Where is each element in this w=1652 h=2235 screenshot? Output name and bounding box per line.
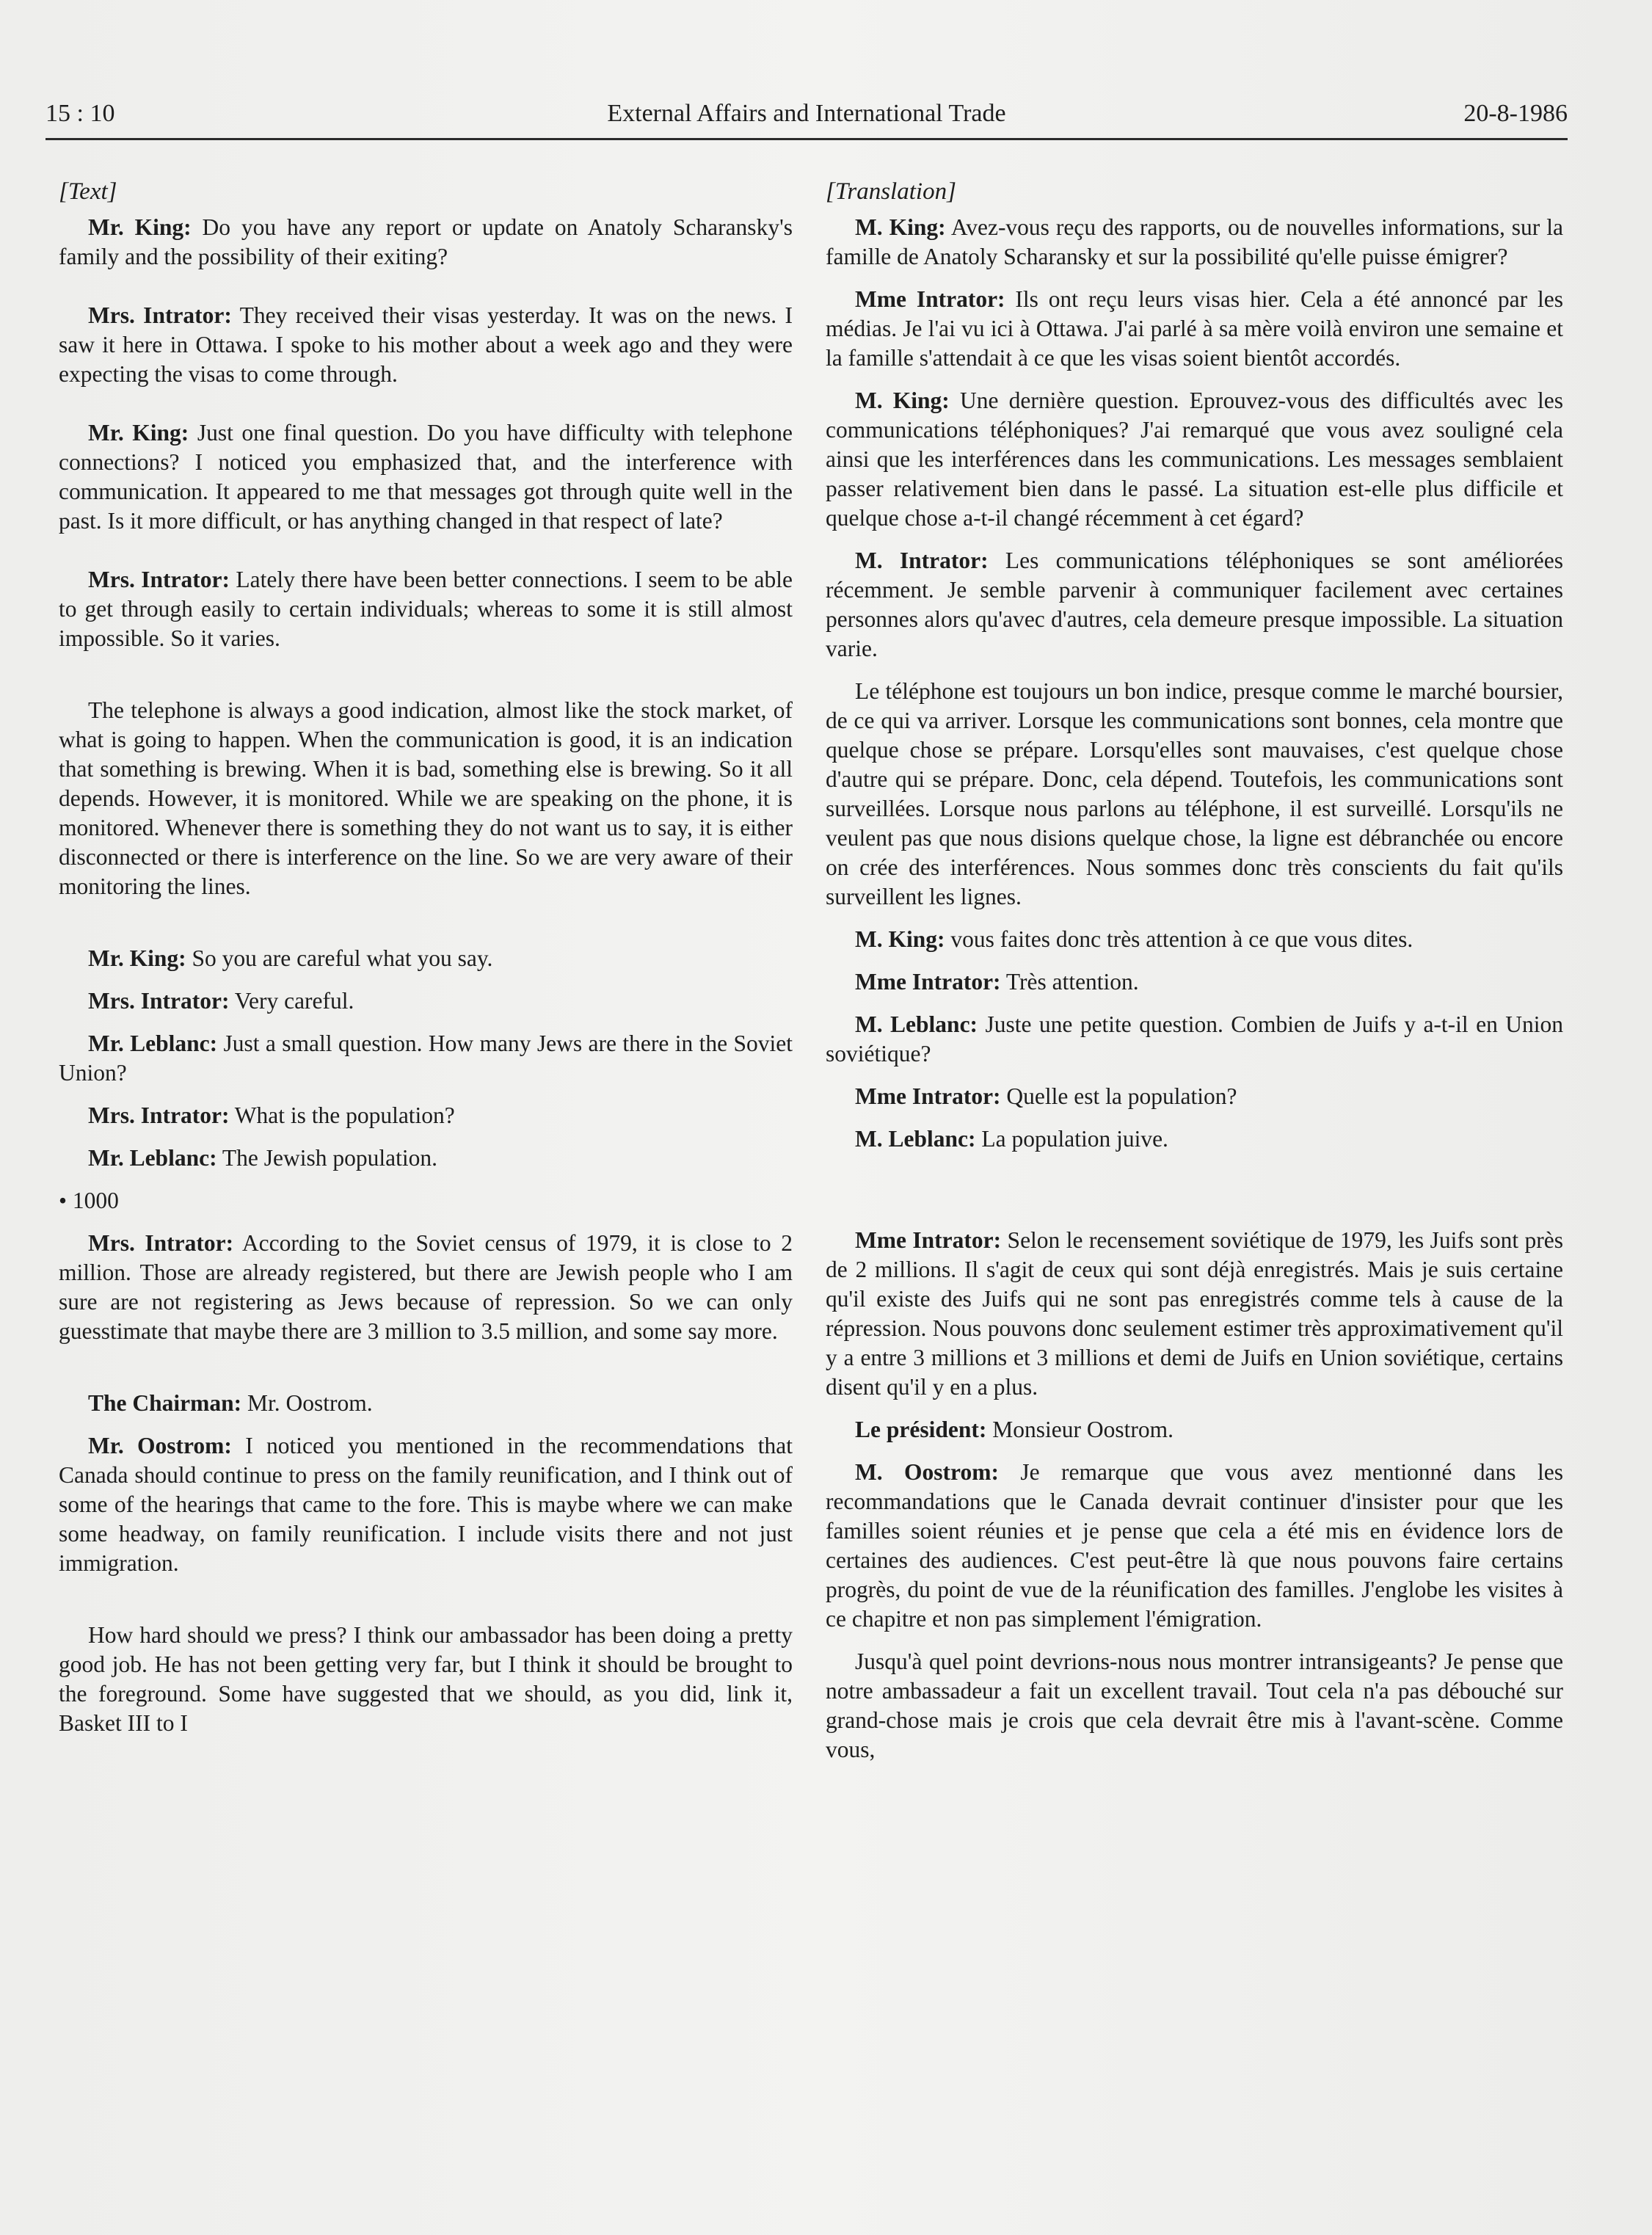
speech-text: Juste une petite question. Combien de Juifs y a-t-il en Union soviétique? xyxy=(826,1011,1564,1066)
speech-text: What is the population? xyxy=(229,1102,455,1128)
paragraph: Jusqu'à quel point devrions-nous nous montrer intransigeants? Je pense que notre ambassadeur a fait un excellent travail. Tout cela n'a pas débouché sur grand-chose mais je crois que cela devrait être mis à l'avant-scène. Comme vous, xyxy=(826,1649,1563,1762)
paragraph xyxy=(59,944,793,973)
paragraph xyxy=(59,418,793,536)
paragraph: The telephone is always a good indication, almost like the stock market, of what is going to happen. When the communication is good, it is an indication that something is brewing. When it is bad, something else is brewing. So it all depends. However, it is monitored. While we are speaking on the phone, it is monitored. Whenever there is something they do not want us to say, it is either disconnected or there is interference on the line. So we are very aware of their monitoring the lines. xyxy=(59,697,793,899)
speech-text: Ils ont reçu leurs visas hier. Cela a été annoncé par les médias. Je l'ai vu ici à Ottawa. J'ai parlé à sa mère voilà environ une semaine et la famille s'attendait à ce que les visas soient bientôt accordés. xyxy=(826,286,1563,371)
speech-text: Quelle est la population? xyxy=(1000,1083,1237,1109)
speech-text: Une dernière question. Eprouvez-vous des difficultés avec les communications téléphoniques? J'ai remarqué que vous avez souligné cela ainsi que les interférences dans les communications. Les messages semblaient passer relativement bien dans le passé. La situation est-elle plus difficile et quelque chose a-t-il changé récemment à cet égard? xyxy=(826,388,1563,531)
paragraph: Le téléphone est toujours un bon indice, presque comme le marché boursier, de ce qui va arriver. Lorsque les communications sont bonnes, cela montre que quelque chose se prépare. Lorsqu'elles sont mauvaises, c'est quelque chose d'autre qui se prépare. Donc, cela dépend. Toutefois, les communications sont surveillées. Lorsque nous parlons au téléphone, il est surveillé. Lorsqu'ils ne veulent pas que nous disions quelque chose, la ligne est débranchée ou encore on crée des interférences. Nous sommes donc très conscients du fait qu'ils surveillent les lignes. xyxy=(826,678,1563,909)
speaker-name: Mrs. Intrator: xyxy=(88,567,230,592)
speech-text: Lately there have been better connections. I seem to be able to get through easily to certain individuals; whereas to some it is still almost impossible. So it varies. xyxy=(59,567,793,651)
time-marker: • 1000 xyxy=(59,1188,119,1213)
page-header xyxy=(46,87,1568,140)
speech-text: They received their visas yesterday. It was on the news. I saw it here in Ottawa. I spoke to his mother about a week ago and they were expecting the visas to come through. xyxy=(59,302,793,387)
speech-text: Just one final question. Do you have difficulty with telephone connections? I noticed you emphasized that, and the interference with communication. It appeared to me that messages got through quite well in the past. Is it more difficult, or has anything changed in that respect of late? xyxy=(59,420,793,534)
page-folio: 15 : 10 xyxy=(46,100,115,127)
speech-text: Très attention. xyxy=(1000,969,1139,995)
speaker-name: Mr. Leblanc: xyxy=(88,1031,218,1056)
speech-text: So you are careful what you say. xyxy=(186,945,493,971)
speech-text: Les communications téléphoniques se sont améliorées récemment. Je semble parvenir à communiquer facilement avec certaines personnes alors qu'avec d'autres, cela demeure presque impossible. La situation varie. xyxy=(826,548,1564,661)
paragraph xyxy=(826,1124,1563,1154)
header-date: 20-8-1986 xyxy=(1463,100,1568,127)
speech-text: Very careful. xyxy=(229,988,354,1014)
paragraph xyxy=(826,1010,1563,1069)
text-label: [Text] xyxy=(59,178,117,205)
speaker-name: M. King: xyxy=(855,214,946,240)
speech-text: Just a small question. How many Jews are there in the Soviet Union? xyxy=(59,1031,793,1086)
paragraph xyxy=(59,1229,793,1346)
speech-text: Selon le recensement soviétique de 1979, les Juifs sont près de 2 millions. Il s'agit de ceux qui sont déjà enregistrés. Mais je suis certaine qu'il existe des Juifs qui ne sont pas enregistrés comme tels à cause de la répression. Nous pouvons donc seulement estimer très approximativement qu'il y a entre 3 millions et 3 millions et demi de Juifs en Union soviétique, certains disent qu'il y en a plus. xyxy=(826,1227,1563,1400)
paragraph xyxy=(826,1082,1563,1111)
speech-text: The Jewish population. xyxy=(216,1145,437,1171)
paragraph xyxy=(826,386,1563,533)
paragraph xyxy=(59,1144,793,1173)
speaker-name: Mme Intrator: xyxy=(855,969,1001,995)
paragraph xyxy=(826,1226,1563,1402)
paragraph xyxy=(59,1101,793,1130)
speech-text: Avez-vous reçu des rapports, ou de nouvelles informations, sur la famille de Anatoly Scharansky et sur la possibilité qu'elle puisse émigrer? xyxy=(826,214,1563,269)
speaker-name: Mrs. Intrator: xyxy=(88,988,230,1014)
speech-text: vous faites donc très attention à ce que vous dites. xyxy=(945,926,1413,952)
paragraph xyxy=(59,213,793,272)
speaker-name: Mr. King: xyxy=(88,945,186,971)
speaker-name: M. King: xyxy=(855,926,945,952)
paragraph xyxy=(59,1431,793,1578)
speaker-name: Mme Intrator: xyxy=(855,286,1005,312)
speaker-name: Le président: xyxy=(855,1417,987,1442)
paragraph xyxy=(826,925,1563,954)
speech-text: I noticed you mentioned in the recommendations that Canada should continue to press on the family reunification, and I think out of some of the hearings that came to the fore. This is maybe where we can make some headway, on family reunification. I include visits there and not just immigration. xyxy=(59,1433,793,1576)
speaker-name: Mr. King: xyxy=(88,420,189,446)
paragraph xyxy=(826,1458,1563,1634)
speech-text: Mr. Oostrom. xyxy=(241,1390,373,1416)
paragraph xyxy=(59,986,793,1016)
speaker-name: Mr. King: xyxy=(88,214,192,240)
paragraph xyxy=(59,301,793,389)
speaker-name: Mr. Oostrom: xyxy=(88,1433,232,1458)
paragraph xyxy=(826,967,1563,997)
paragraph xyxy=(826,285,1563,373)
paragraph xyxy=(826,546,1563,664)
paragraph xyxy=(826,213,1563,272)
speaker-name: Mme Intrator: xyxy=(855,1227,1002,1253)
paragraph: How hard should we press? I think our ambassador has been doing a pretty good job. He has not been getting very far, but I think it should be brought to the foreground. Some have suggested that we should, as you did, link it, Basket III to I xyxy=(59,1622,793,1736)
french-column xyxy=(826,176,1563,2162)
paragraph xyxy=(826,1415,1563,1444)
speaker-name: Mrs. Intrator: xyxy=(88,1230,234,1256)
speaker-name: Mrs. Intrator: xyxy=(88,302,232,328)
speaker-name: Mme Intrator: xyxy=(855,1083,1001,1109)
speaker-name: M. King: xyxy=(855,388,950,413)
speaker-name: M. Oostrom: xyxy=(855,1459,999,1485)
paragraph xyxy=(59,565,793,653)
speech-text: Je remarque que vous avez mentionné dans les recommandations que le Canada devrait continuer d'insister pour que les familles soient réunies et je pense que cela a été mis en évidence lors de certaines des audiences. C'est peut-être là que nous pouvons faire certains progrès, du point de vue de la réunification des familles. J'englobe les visites à ce chapitre et non pas simplement l'émigration. xyxy=(826,1459,1563,1632)
paragraph xyxy=(59,1389,793,1418)
speaker-name: Mrs. Intrator: xyxy=(88,1102,230,1128)
speaker-name: M. Leblanc: xyxy=(855,1126,976,1152)
speaker-name: M. Intrator: xyxy=(855,548,989,573)
speech-text: Do you have any report or update on Anatoly Scharansky's family and the possibility of their exiting? xyxy=(59,214,793,269)
speech-text: Monsieur Oostrom. xyxy=(986,1417,1173,1442)
speech-text: According to the Soviet census of 1979, it is close to 2 million. Those are already registered, but there are Jewish people who I am sure are not registering as Jews because of repression. So we can only guesstimate that maybe there are 3 million to 3.5 million, and some say more. xyxy=(59,1230,793,1344)
paragraph xyxy=(59,1029,793,1088)
translation-label: [Translation] xyxy=(826,178,956,205)
running-title: External Affairs and International Trade xyxy=(607,100,1006,127)
speaker-name: M. Leblanc: xyxy=(855,1011,978,1037)
english-column xyxy=(59,176,793,2162)
speaker-name: Mr. Leblanc: xyxy=(88,1145,217,1171)
speech-text: La population juive. xyxy=(975,1126,1168,1152)
speaker-name: The Chairman: xyxy=(88,1390,242,1416)
